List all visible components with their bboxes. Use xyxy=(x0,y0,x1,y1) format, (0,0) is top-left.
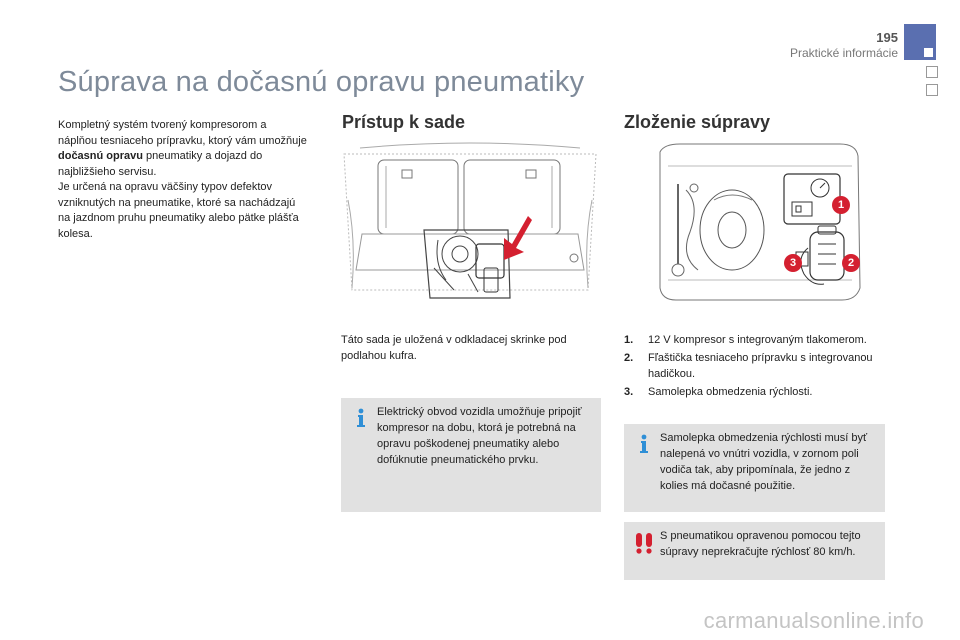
trunk-illustration xyxy=(338,140,602,306)
access-text: Táto sada je uložená v odkladacej skrinke pod podlahou kufra. xyxy=(341,334,567,362)
tab-marker xyxy=(924,48,933,57)
intro-text xyxy=(58,118,308,242)
page-title: Súprava na dočasnú opravu pneumatiky xyxy=(58,66,585,98)
list-item: 3. Samolepka obmedzenia rýchlosti. xyxy=(624,386,813,398)
info-icon xyxy=(634,434,654,454)
intro-paragraph: Je určená na opravu väčšiny typov defektov vzniknutých na pneumatike, ktoré sa nachádzajú na jazdnom pruhu pneumatiky alebo pätke plášťa kolesa. xyxy=(58,181,299,240)
warning-note-speed xyxy=(624,522,885,580)
list-item: 2. Fľaštička tesniaceho prípravku s integrovanou hadičkou. xyxy=(624,352,873,380)
chapter-tab-active[interactable] xyxy=(904,24,936,60)
heading-access: Prístup k sade xyxy=(342,112,466,132)
intro-paragraph: Kompletný systém tvorený kompresorom a náplňou tesniaceho prípravku, ktorý vám umožňuje dočasnú opravu pneumatiky a dojazd do najbližšieho servisu. xyxy=(58,119,307,178)
page-number: 195 xyxy=(876,30,898,45)
callout-2: 2 xyxy=(842,254,860,272)
callout-1: 1 xyxy=(832,196,850,214)
info-note-text: Samolepka obmedzenia rýchlosti musí byť nalepená vo vnútri vozidla, v zornom poli vodiča tak, aby pripomínala, že jedno z kolies má dočasné použitie. xyxy=(660,432,868,492)
warning-note-text: S pneumatikou opravenou pomocou tejto súpravy neprekračujte rýchlosť 80 km/h. xyxy=(660,530,861,558)
watermark: carmanualsonline.info xyxy=(703,608,924,633)
section-label: Praktické informácie xyxy=(789,46,898,60)
red-arrow-icon xyxy=(498,214,534,262)
info-note-electric xyxy=(341,398,601,512)
heading-composition: Zloženie súpravy xyxy=(624,112,771,132)
chapter-tab[interactable] xyxy=(926,66,938,78)
info-note-text: Elektrický obvod vozidla umožňuje pripojiť kompresor na dobu, ktorá je potrebná na opravu poškodenej pneumatiky alebo dofúknutie pneumatického prvku. xyxy=(377,406,582,466)
kit-illustration xyxy=(620,140,884,306)
callout-3: 3 xyxy=(784,254,802,272)
info-note-sticker xyxy=(624,424,885,512)
info-icon xyxy=(351,408,371,428)
warning-icon xyxy=(634,532,654,554)
chapter-tab[interactable] xyxy=(926,84,938,96)
kit-parts-list xyxy=(624,332,886,402)
list-item: 1. 12 V kompresor s integrovaným tlakomerom. xyxy=(624,334,867,346)
